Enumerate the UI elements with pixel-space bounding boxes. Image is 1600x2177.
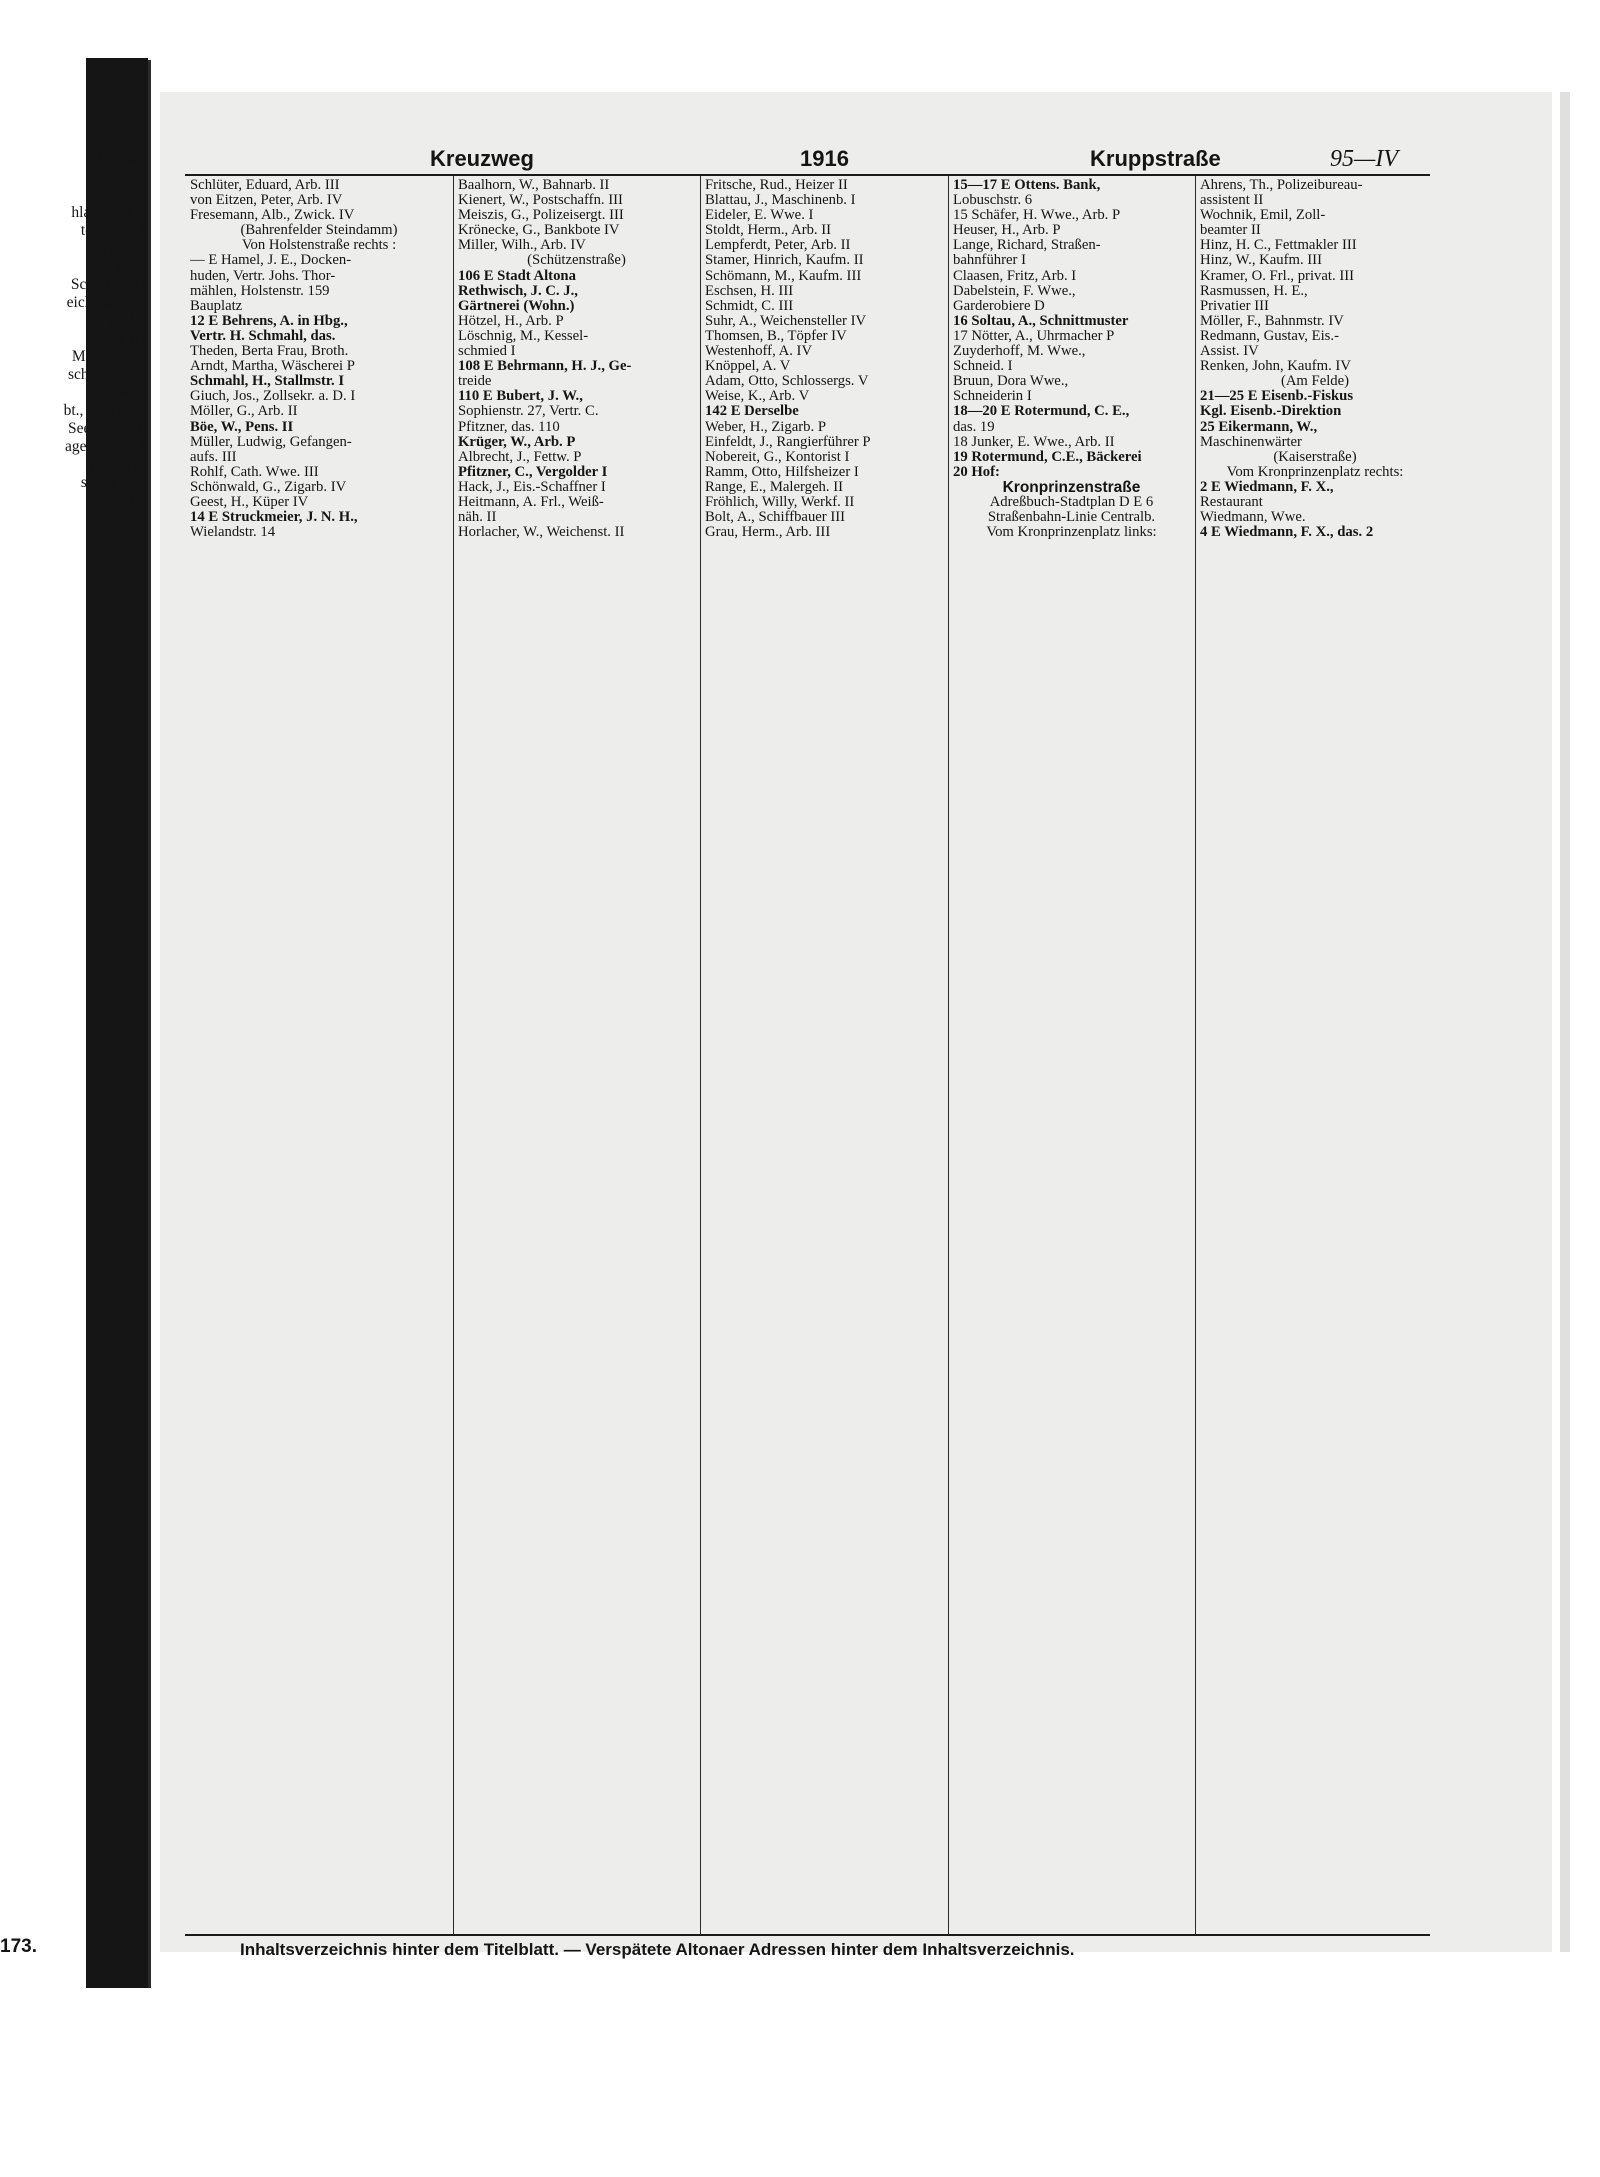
previous-page-line: bt., G.m.b.H. bbox=[63, 402, 145, 419]
directory-entry-line: Von Holstenstraße rechts : bbox=[241, 238, 397, 254]
directory-entry-line: Zuyderhoff, M. Wwe., bbox=[953, 344, 1086, 360]
directory-entry-line: Weise, K., Arb. V bbox=[705, 389, 810, 405]
header-street-right: Kruppstraße bbox=[1090, 146, 1221, 171]
previous-page-line: h. IV bbox=[113, 492, 145, 509]
header-street-left: Kreuzweg bbox=[430, 146, 534, 171]
directory-entry-line: Wielandstr. 14 bbox=[190, 525, 276, 541]
previous-page-line: eichensteller bbox=[66, 294, 145, 311]
directory-entry-line: (Bahrenfelder Steindamm) bbox=[240, 223, 398, 239]
directory-entry-line: Hötzel, H., Arb. P bbox=[458, 313, 564, 329]
directory-entry-line: Redmann, Gustav, Eis.- bbox=[1200, 328, 1339, 344]
previous-page-line: tensetzer I bbox=[80, 222, 145, 239]
directory-entry-line: Stoldt, Herm., Arb. II bbox=[705, 223, 832, 239]
directory-entry-line: (Kaiserstraße) bbox=[1273, 449, 1357, 465]
directory-entry-line: 110 E Bubert, J. W., bbox=[458, 389, 583, 405]
page-edge bbox=[1560, 92, 1570, 1952]
header-rule bbox=[185, 174, 1430, 176]
directory-entry-line: 106 E Stadt Altona bbox=[458, 268, 576, 284]
directory-entry-line: treide bbox=[458, 374, 492, 390]
directory-entry-line: Renken, John, Kaufm. IV bbox=[1200, 359, 1351, 375]
directory-entry-line: Knöppel, A. V bbox=[705, 359, 791, 375]
directory-entry-line: Kronprinzenstraße bbox=[1002, 479, 1141, 495]
directory-entry-line: 15 Schäfer, H. Wwe., Arb. P bbox=[953, 208, 1121, 224]
directory-entry-line: Nobereit, G., Kontorist I bbox=[705, 449, 850, 465]
previous-page-line: Seefisch-Gr. bbox=[67, 420, 145, 437]
directory-entry-line: Miller, Wilh., Arb. IV bbox=[458, 238, 586, 254]
directory-entry-line: Möller, G., Arb. II bbox=[190, 404, 298, 420]
directory-entry-line: Heitmann, A. Frl., Weiß- bbox=[458, 494, 604, 510]
previous-page-line: rd, bbox=[128, 186, 145, 203]
directory-entry-line: Westenhoff, A. IV bbox=[705, 344, 813, 360]
directory-entry-line: Horlacher, W., Weichenst. II bbox=[458, 525, 625, 541]
directory-entry-line: Schönwald, G., Zigarb. IV bbox=[190, 479, 347, 495]
directory-entry-line: Ahrens, Th., Polizeibureau- bbox=[1200, 178, 1363, 193]
directory-entry-line: Schmahl, H., Stallmstr. I bbox=[190, 374, 345, 390]
directory-entry-line: Schömann, M., Kaufm. III bbox=[705, 268, 862, 284]
directory-entry-line: mählen, Holstenstr. 159 bbox=[190, 283, 330, 299]
column-divider bbox=[453, 176, 454, 1934]
directory-entry-line: Eideler, E. Wwe. I bbox=[705, 208, 814, 224]
directory-entry-line: Schlüter, Eduard, Arb. III bbox=[190, 178, 340, 193]
directory-entry-line: Krüger, W., Arb. P bbox=[458, 434, 576, 450]
directory-entry-line: Albrecht, J., Fettw. P bbox=[458, 449, 582, 465]
directory-entry-line: von Eitzen, Peter, Arb. IV bbox=[190, 193, 343, 209]
previous-page-line: Eis.- bbox=[116, 258, 145, 275]
header-year: 1916 bbox=[800, 146, 849, 171]
directory-entry-line: 16 Soltau, A., Schnittmuster bbox=[953, 313, 1129, 329]
directory-entry-line: Ramm, Otto, Hilfsheizer I bbox=[705, 464, 859, 480]
directory-entry-line: Gärtnerei (Wohn.) bbox=[458, 298, 575, 314]
directory-entry-line: Theden, Berta Frau, Broth. bbox=[190, 344, 349, 360]
directory-entry-line: Einfeldt, J., Rangierführer P bbox=[705, 434, 871, 450]
directory-entry-line: assistent II bbox=[1200, 193, 1264, 209]
directory-entry-line: Hack, J., Eis.-Schaffner I bbox=[458, 479, 606, 495]
directory-entry-line: Meiszis, G., Polizeisergt. III bbox=[458, 208, 624, 224]
previous-page-line: agervorarb. I bbox=[64, 438, 145, 455]
previous-page-line: hlachterei P bbox=[71, 204, 145, 221]
directory-entry-line: näh. II bbox=[458, 510, 497, 526]
directory-entry-line: 2 E Wiedmann, F. X., bbox=[1200, 479, 1334, 495]
directory-entry-line: Vom Kronprinzenplatz rechts: bbox=[1226, 464, 1404, 480]
directory-entry-line: Claasen, Fritz, Arb. I bbox=[953, 268, 1077, 284]
directory-entry-line: Hinz, H. C., Fettmakler III bbox=[1200, 238, 1357, 254]
previous-page-line: Schaffner II bbox=[70, 276, 145, 293]
column-divider bbox=[948, 176, 949, 1934]
header-page-number: 95—IV bbox=[1330, 146, 1398, 172]
directory-entry-line: Rethwisch, J. C. J., bbox=[458, 283, 578, 299]
directory-entry-line: Giuch, Jos., Zollsekr. a. D. I bbox=[190, 389, 356, 405]
directory-entry-line: Fritsche, Rud., Heizer II bbox=[705, 178, 848, 193]
directory-entry-line: Bauplatz bbox=[190, 298, 243, 314]
directory-entry-line: 25 Eikermann, W., bbox=[1200, 419, 1318, 435]
directory-entry-line: Kramer, O. Frl., privat. III bbox=[1200, 268, 1354, 284]
previous-page-line: hniker III bbox=[86, 330, 145, 347]
directory-entry-line: 17 Nötter, A., Uhrmacher P bbox=[953, 328, 1115, 344]
page-footer: Inhaltsverzeichnis hinter dem Titelblatt. — Verspätete Altonaer Adressen hinter dem Inhaltsverzeichnis. bbox=[240, 1940, 1075, 1959]
directory-entry-line: Lempferdt, Peter, Arb. II bbox=[705, 238, 851, 254]
directory-entry-line: Suhr, A., Weichensteller IV bbox=[705, 313, 867, 329]
directory-entry-line: Möller, F., Bahnmstr. IV bbox=[1200, 313, 1344, 329]
directory-entry-line: Privatier III bbox=[1200, 298, 1269, 314]
column-divider bbox=[1195, 176, 1196, 1934]
footer-rule bbox=[185, 1934, 1430, 1936]
previous-page-line: gr. Berg- bbox=[90, 456, 145, 473]
directory-entry-line: 4 E Wiedmann, F. X., das. 2 bbox=[1200, 525, 1374, 541]
directory-column-4 bbox=[953, 178, 1190, 1932]
previous-page-fragment bbox=[0, 150, 145, 1970]
directory-entry-line: Range, E., Malergeh. II bbox=[705, 479, 843, 495]
directory-entry-line: bahnführer I bbox=[953, 253, 1026, 269]
directory-entry-line: (Schützenstraße) bbox=[527, 253, 626, 269]
directory-entry-line: Schneiderin I bbox=[953, 389, 1032, 405]
directory-entry-line: 12 E Behrens, A. in Hbg., bbox=[190, 313, 348, 329]
directory-entry-line: Stamer, Hinrich, Kaufm. II bbox=[705, 253, 864, 269]
directory-entry-line: Müller, Ludwig, Gefangen- bbox=[190, 434, 352, 450]
directory-entry-line: 14 E Struckmeier, J. N. H., bbox=[190, 510, 358, 526]
directory-entry-line: Sophienstr. 27, Vertr. C. bbox=[458, 404, 599, 420]
directory-entry-line: Maschinenwärter bbox=[1200, 434, 1302, 450]
directory-entry-line: Fresemann, Alb., Zwick. IV bbox=[190, 208, 355, 224]
directory-entry-line: Straßenbahn-Linie Centralb. bbox=[987, 510, 1156, 526]
directory-entry-line: Lange, Richard, Straßen- bbox=[953, 238, 1101, 254]
directory-entry-line: Böe, W., Pens. II bbox=[190, 419, 294, 435]
directory-entry-line: Rohlf, Cath. Wwe. III bbox=[190, 464, 319, 480]
directory-entry-line: 18—20 E Rotermund, C. E., bbox=[953, 404, 1130, 420]
directory-entry-line: (Am Felde) bbox=[1280, 374, 1350, 390]
directory-entry-line: Pfitzner, C., Vergolder I bbox=[458, 464, 608, 480]
previous-page-line: schlosser IV bbox=[67, 366, 145, 383]
directory-entry-line: Kgl. Eisenb.-Direktion bbox=[1200, 404, 1342, 420]
directory-entry-line: Blattau, J., Maschinenb. I bbox=[705, 193, 856, 209]
directory-entry-line: 108 E Behrmann, H. J., Ge- bbox=[458, 359, 632, 375]
previous-page-line: D., das. bbox=[97, 150, 145, 167]
directory-entry-line: Adam, Otto, Schlossergs. V bbox=[705, 374, 869, 390]
directory-entry-line: Schmidt, C. III bbox=[705, 298, 794, 314]
directory-entry-line: 19 Rotermund, C.E., Bäckerei bbox=[953, 449, 1142, 465]
directory-entry-line: Arndt, Martha, Wäscherei P bbox=[190, 359, 355, 375]
directory-entry-line: schmied I bbox=[458, 344, 516, 360]
directory-entry-line: Bruun, Dora Wwe., bbox=[953, 374, 1069, 390]
directory-entry-line: Hinz, W., Kaufm. III bbox=[1200, 253, 1322, 269]
directory-entry-line: Restaurant bbox=[1200, 494, 1263, 510]
previous-page-number: 173. bbox=[0, 1936, 37, 1957]
directory-entry-line: 15—17 E Ottens. Bank, bbox=[953, 178, 1101, 193]
directory-entry-line: Grau, Herm., Arb. III bbox=[705, 525, 831, 541]
directory-entry-line: Vertr. H. Schmahl, das. bbox=[190, 328, 336, 344]
directory-entry-line: Thomsen, B., Töpfer IV bbox=[705, 328, 847, 344]
previous-page-line: straße 232 bbox=[80, 474, 145, 491]
directory-entry-line: Assist. IV bbox=[1200, 344, 1259, 360]
directory-entry-line: — E Hamel, J. E., Docken- bbox=[190, 253, 352, 269]
directory-entry-line: Löschnig, M., Kessel- bbox=[458, 328, 589, 344]
directory-entry-line: Rasmussen, H. E., bbox=[1200, 283, 1308, 299]
directory-entry-line: Krönecke, G., Bankbote IV bbox=[458, 223, 620, 239]
directory-entry-line: Wochnik, Emil, Zoll- bbox=[1200, 208, 1326, 224]
directory-entry-line: Weber, H., Zigarb. P bbox=[705, 419, 826, 435]
directory-column-2 bbox=[458, 178, 695, 1932]
directory-entry-line: 21—25 E Eisenb.-Fiskus bbox=[1200, 389, 1354, 405]
directory-entry-line: aufs. III bbox=[190, 449, 237, 465]
directory-entry-line: Fröhlich, Willy, Werkf. II bbox=[705, 494, 855, 510]
previous-page-line: ter III bbox=[109, 312, 145, 329]
directory-entry-line: Lobuschstr. 6 bbox=[953, 193, 1033, 209]
previous-page-line: Kolon. P bbox=[89, 168, 145, 185]
directory-entry-line: Wiedmann, Wwe. bbox=[1200, 510, 1306, 526]
directory-column-3 bbox=[705, 178, 943, 1932]
directory-entry-line: Baalhorn, W., Bahnarb. II bbox=[458, 178, 610, 193]
directory-entry-line: Bolt, A., Schiffbauer III bbox=[705, 510, 846, 526]
directory-entry-line: 18 Junker, E. Wwe., Arb. II bbox=[953, 434, 1115, 450]
previous-page-line: aße) bbox=[118, 384, 145, 401]
directory-entry-line: Geest, H., Küper IV bbox=[190, 494, 309, 510]
column-divider bbox=[700, 176, 701, 1934]
previous-page-line: rivat. I bbox=[103, 240, 145, 257]
directory-entry-line: das. 19 bbox=[953, 419, 995, 435]
directory-entry-line: 20 Hof: bbox=[953, 464, 1000, 480]
directory-entry-line: Pfitzner, das. 110 bbox=[458, 419, 560, 435]
directory-entry-line: Garderobiere D bbox=[953, 298, 1045, 314]
directory-entry-line: 142 E Derselbe bbox=[705, 404, 799, 420]
directory-column-1 bbox=[190, 178, 448, 1932]
directory-entry-line: Eschsen, H. III bbox=[705, 283, 794, 299]
directory-column-5 bbox=[1200, 178, 1430, 1932]
directory-entry-line: huden, Vertr. Johs. Thor- bbox=[190, 268, 336, 284]
directory-entry-line: Heuser, H., Arb. P bbox=[953, 223, 1061, 239]
directory-entry-line: Adreßbuch-Stadtplan D E 6 bbox=[989, 494, 1154, 510]
directory-entry-line: Dabelstein, F. Wwe., bbox=[953, 283, 1076, 299]
previous-page-line: Maschinen- bbox=[71, 348, 145, 365]
directory-entry-line: Schneid. I bbox=[953, 359, 1013, 375]
directory-entry-line: Kienert, W., Postschaffn. III bbox=[458, 193, 623, 209]
directory-entry-line: beamter II bbox=[1200, 223, 1261, 239]
directory-entry-line: Vom Kronprinzenplatz links: bbox=[986, 525, 1157, 541]
